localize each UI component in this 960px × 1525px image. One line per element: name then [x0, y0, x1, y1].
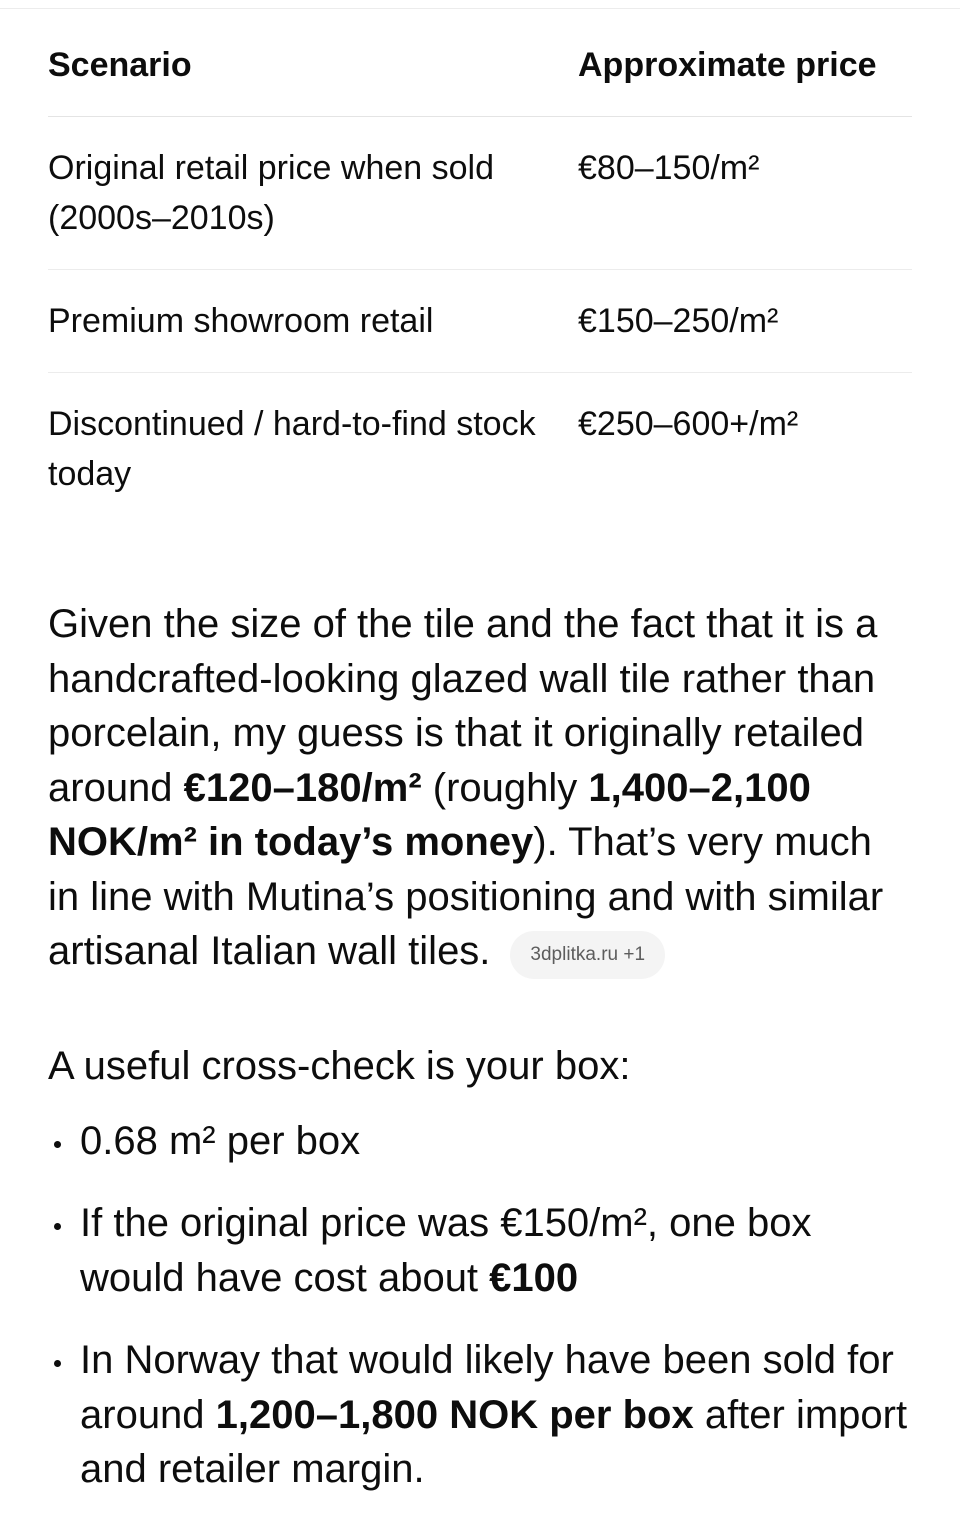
table-row [48, 270, 912, 373]
header-scenario: Scenario [48, 40, 578, 117]
scenario-cell: Premium showroom retail [48, 270, 578, 373]
paragraph-text: ). That’s very much in line with Mutina’s positioning and with similar artisanal Italian wall tiles. [48, 820, 884, 973]
norway-box-price: 1,200–1,800 NOK per box [215, 1392, 694, 1437]
price-cell: €150–250/m² [578, 270, 912, 373]
list-item [48, 1196, 912, 1305]
list-item [48, 1114, 912, 1169]
price-cell: €250–600+/m² [578, 405, 799, 443]
bullet-text: If the original price was €150/m², one box would have cost about [80, 1201, 812, 1300]
header-approximate-price: Approximate price [578, 40, 912, 117]
cross-check-list [48, 1114, 912, 1497]
scenario-cell: Discontinued / hard-to-find stock today [48, 405, 536, 493]
estimate-paragraph [48, 597, 912, 979]
table-header-row [48, 40, 912, 117]
price-cell: €80–150/m² [578, 117, 912, 270]
bullet-text: In Norway that would likely have been sold for around [80, 1338, 894, 1437]
bullet-text: after import and retailer margin. [80, 1392, 908, 1491]
paragraph-text: (roughly [421, 765, 589, 810]
table-row [48, 117, 912, 270]
message-content [48, 0, 912, 1525]
source-citation-pill[interactable]: 3dplitka.ru +1 [510, 931, 665, 979]
scenario-cell: Original retail price when sold (2000s–2010s) [48, 117, 578, 270]
paragraph-text: Given the size of the tile and the fact that it is a handcrafted-looking glazed wall tile rather than porcelain, my guess is that it originally retailed around [48, 602, 878, 810]
box-cost: €100 [489, 1255, 579, 1300]
price-table [48, 40, 912, 525]
table-row [48, 373, 912, 526]
price-range-eur: €120–180/m² [183, 765, 422, 810]
list-item [48, 1333, 912, 1497]
cross-check-intro: A useful cross-check is your box: [48, 1044, 631, 1088]
bullet-text: 0.68 m² per box [80, 1118, 361, 1163]
price-range-nok: 1,400–2,100 NOK/m² in today’s money [48, 765, 811, 864]
